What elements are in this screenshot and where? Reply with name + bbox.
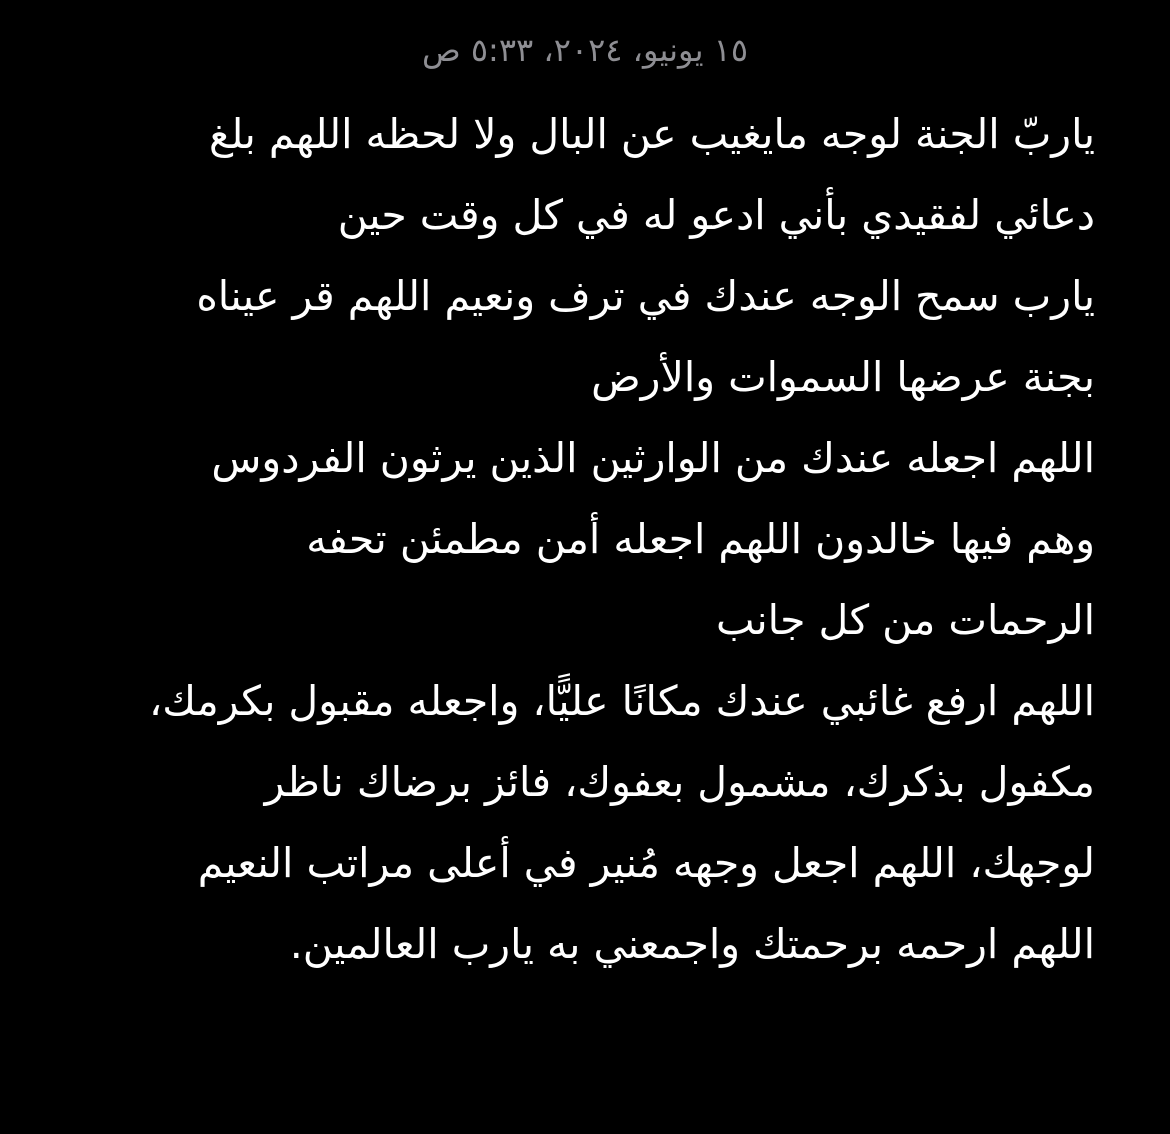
note-line: اللهم ارفع غائبي عندك مكانًا عليًّا، واجعله مقبول بكرمك، (148, 677, 1095, 725)
note-line: لوجهك، اللهم اجعل وجهه مُنير في أعلى مراتب النعيم (197, 839, 1095, 887)
note-line: يارب سمح الوجه عندك في ترف ونعيم اللهم قر عيناه (196, 272, 1095, 320)
note-line: اللهم اجعله عندك من الوارثين الذين يرثون الفردوس (211, 434, 1095, 482)
note-line: ياربّ الجنة لوجه مايغيب عن البال ولا لحظه اللهم بلغ (209, 110, 1095, 158)
note-line: اللهم ارحمه برحمتك واجمعني به يارب العالمين. (289, 920, 1095, 968)
note-line: دعائي لفقيدي بأني ادعو له في كل وقت حين (337, 191, 1095, 239)
note-timestamp: ١٥ يونيو، ٢٠٢٤، ٥:٣٣ ص (421, 31, 749, 69)
note-line: وهم فيها خالدون اللهم اجعله أمن مطمئن تحفه (306, 515, 1095, 563)
note-line: مكفول بذكرك، مشمول بعفوك، فائز برضاك ناظر (264, 758, 1095, 806)
note-body[interactable] (60, 94, 1095, 985)
note-line: الرحمات من كل جانب (716, 596, 1095, 644)
note-line: بجنة عرضها السموات والأرض (591, 353, 1095, 401)
